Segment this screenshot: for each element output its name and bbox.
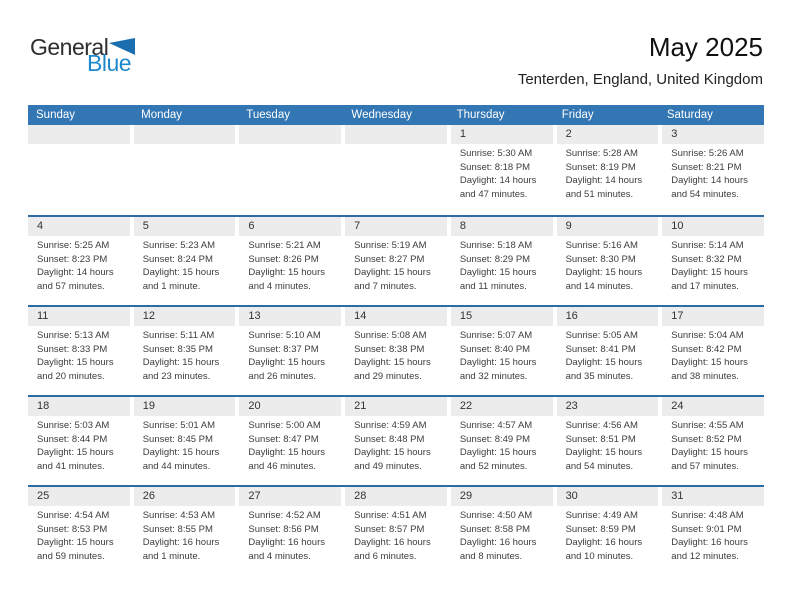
daylight-text-line1: Daylight: 15 hours: [248, 267, 325, 278]
day-number-strip: [662, 307, 764, 326]
title-block: [518, 32, 763, 88]
day-info: [451, 144, 553, 201]
sunrise-text: Sunrise: 5:19 AM: [354, 240, 427, 251]
sunrise-text: Sunrise: 5:01 AM: [142, 420, 216, 431]
day-number: 14: [354, 310, 367, 322]
empty-day-cell: [28, 125, 130, 215]
day-cell-6: [239, 217, 341, 305]
sunset-text: Sunset: 8:21 PM: [671, 161, 742, 173]
sunrise-text: Sunrise: 5:11 AM: [142, 330, 215, 341]
sunrise-text: Sunrise: 5:16 AM: [565, 240, 638, 251]
day-info: [451, 236, 553, 293]
week-row-2: [28, 215, 764, 305]
daylight-text-line1: Daylight: 15 hours: [248, 447, 325, 458]
daylight-text-line2: and 4 minutes.: [248, 280, 311, 292]
day-info: [134, 416, 236, 473]
daylight-text-line1: Daylight: 14 hours: [459, 175, 537, 186]
day-info: [239, 236, 341, 293]
day-info: [662, 326, 764, 383]
daylight-text-line2: and 1 minute.: [142, 550, 201, 562]
day-cell-12: [134, 307, 236, 395]
day-info: [451, 416, 553, 473]
sunrise-text: Sunrise: 4:57 AM: [459, 420, 533, 431]
sunset-text: Sunset: 8:58 PM: [459, 523, 531, 535]
day-cell-16: [557, 307, 659, 395]
day-number: 24: [671, 400, 684, 412]
sunset-text: Sunset: 8:49 PM: [459, 433, 531, 445]
daylight-text-line2: and 32 minutes.: [459, 370, 528, 382]
daylight-text-line2: and 46 minutes.: [248, 460, 317, 472]
sunrise-text: Sunrise: 5:18 AM: [459, 240, 533, 251]
weekday-header-friday: Friday: [561, 109, 594, 121]
sunset-text: Sunset: 8:26 PM: [248, 253, 319, 265]
day-info: [662, 506, 764, 563]
sunrise-text: Sunrise: 5:26 AM: [671, 148, 744, 159]
day-cell-13: [239, 307, 341, 395]
day-number: 2: [565, 128, 572, 140]
day-info: [345, 506, 447, 563]
day-number: 23: [565, 400, 578, 412]
day-cell-30: [557, 487, 659, 575]
day-info: [662, 144, 764, 201]
sunset-text: Sunset: 8:37 PM: [248, 343, 319, 355]
sunrise-text: Sunrise: 4:52 AM: [248, 510, 321, 521]
day-number: 11: [37, 310, 49, 322]
sunrise-text: Sunrise: 5:30 AM: [459, 148, 533, 159]
logo-text-general: General: [30, 34, 109, 60]
empty-day-cell: [134, 125, 236, 215]
sunrise-text: Sunrise: 5:21 AM: [248, 240, 321, 251]
sunrise-text: Sunrise: 4:48 AM: [671, 510, 744, 521]
day-number: 6: [248, 220, 255, 232]
daylight-text-line1: Daylight: 15 hours: [671, 267, 748, 278]
day-info: [28, 506, 130, 563]
daylight-text-line1: Daylight: 15 hours: [37, 357, 114, 368]
day-cell-27: [239, 487, 341, 575]
sunset-text: Sunset: 8:53 PM: [37, 523, 108, 535]
day-info: [28, 326, 130, 383]
weekday-header-monday: Monday: [141, 109, 183, 121]
daylight-text-line2: and 59 minutes.: [37, 550, 105, 562]
day-number-strip: [134, 217, 236, 236]
day-cell-18: [28, 397, 130, 485]
daylight-text-line2: and 12 minutes.: [671, 550, 739, 562]
day-cell-20: [239, 397, 341, 485]
sunset-text: Sunset: 8:24 PM: [142, 253, 213, 265]
sunset-text: Sunset: 8:32 PM: [671, 253, 742, 265]
daylight-text-line2: and 47 minutes.: [459, 188, 528, 200]
day-number-strip: [662, 217, 764, 236]
day-number: 19: [142, 400, 155, 412]
day-number-strip: [451, 307, 553, 326]
sunset-text: Sunset: 8:23 PM: [37, 253, 108, 265]
daylight-text-line2: and 10 minutes.: [565, 550, 634, 562]
daylight-text-line2: and 41 minutes.: [37, 460, 105, 472]
day-number: 4: [37, 220, 44, 232]
daylight-text-line1: Daylight: 16 hours: [565, 537, 643, 548]
day-number: 7: [354, 220, 361, 232]
day-number-strip: [451, 397, 553, 416]
sunset-text: Sunset: 8:42 PM: [671, 343, 742, 355]
week-row-3: [28, 305, 764, 395]
day-cell-25: [28, 487, 130, 575]
sunset-text: Sunset: 8:41 PM: [565, 343, 636, 355]
sunset-text: Sunset: 8:59 PM: [565, 523, 636, 535]
sunset-text: Sunset: 8:47 PM: [248, 433, 319, 445]
day-cell-28: [345, 487, 447, 575]
sunrise-text: Sunrise: 5:14 AM: [671, 240, 744, 251]
sunset-text: Sunset: 9:01 PM: [671, 523, 742, 535]
day-number-strip: [239, 307, 341, 326]
sunset-text: Sunset: 8:30 PM: [565, 253, 636, 265]
daylight-text-line2: and 23 minutes.: [142, 370, 211, 382]
daylight-text-line2: and 26 minutes.: [248, 370, 317, 382]
sunset-text: Sunset: 8:27 PM: [354, 253, 425, 265]
day-cell-9: [557, 217, 659, 305]
sunrise-text: Sunrise: 4:49 AM: [565, 510, 638, 521]
day-number: 10: [671, 220, 684, 232]
day-cell-26: [134, 487, 236, 575]
daylight-text-line2: and 51 minutes.: [565, 188, 634, 200]
daylight-text-line2: and 54 minutes.: [565, 460, 634, 472]
daylight-text-line1: Daylight: 15 hours: [248, 357, 325, 368]
daylight-text-line2: and 14 minutes.: [565, 280, 634, 292]
day-info: [557, 506, 659, 563]
sunset-text: Sunset: 8:35 PM: [142, 343, 213, 355]
day-number-strip: [662, 125, 764, 144]
day-number-strip: [239, 397, 341, 416]
daylight-text-line1: Daylight: 14 hours: [565, 175, 643, 186]
day-number: 5: [142, 220, 149, 232]
daylight-text-line1: Daylight: 16 hours: [459, 537, 537, 548]
day-number-strip: [239, 487, 341, 506]
day-info: [662, 416, 764, 473]
weekday-header-thursday: Thursday: [456, 109, 505, 121]
sunrise-text: Sunrise: 5:03 AM: [37, 420, 110, 431]
daylight-text-line2: and 38 minutes.: [671, 370, 739, 382]
daylight-text-line2: and 57 minutes.: [671, 460, 739, 472]
daylight-text-line1: Daylight: 15 hours: [671, 357, 748, 368]
day-cell-19: [134, 397, 236, 485]
sunrise-text: Sunrise: 4:50 AM: [459, 510, 533, 521]
day-cell-31: [662, 487, 764, 575]
day-cell-21: [345, 397, 447, 485]
day-cell-7: [345, 217, 447, 305]
daylight-text-line1: Daylight: 14 hours: [37, 267, 114, 278]
sunset-text: Sunset: 8:40 PM: [459, 343, 531, 355]
daylight-text-line2: and 11 minutes.: [459, 280, 527, 292]
day-cell-17: [662, 307, 764, 395]
daylight-text-line2: and 6 minutes.: [354, 550, 417, 562]
day-number: 22: [459, 400, 473, 412]
day-number: 29: [459, 490, 473, 502]
week-row-5: [28, 485, 764, 575]
daylight-text-line1: Daylight: 15 hours: [37, 537, 114, 548]
day-info: [28, 236, 130, 293]
daylight-text-line1: Daylight: 15 hours: [142, 357, 220, 368]
daylight-text-line2: and 4 minutes.: [248, 550, 311, 562]
day-info: [239, 416, 341, 473]
week-row-1: [28, 125, 764, 215]
daylight-text-line1: Daylight: 14 hours: [671, 175, 748, 186]
daylight-text-line2: and 20 minutes.: [37, 370, 105, 382]
day-cell-8: [451, 217, 553, 305]
day-info: [345, 326, 447, 383]
day-cell-11: [28, 307, 130, 395]
daylight-text-line1: Daylight: 15 hours: [565, 447, 643, 458]
sunset-text: Sunset: 8:48 PM: [354, 433, 425, 445]
day-number: 20: [248, 400, 261, 412]
daylight-text-line1: Daylight: 16 hours: [354, 537, 431, 548]
day-number-strip: [557, 307, 659, 326]
daylight-text-line2: and 49 minutes.: [354, 460, 422, 472]
sunrise-text: Sunrise: 5:08 AM: [354, 330, 427, 341]
sunset-text: Sunset: 8:33 PM: [37, 343, 108, 355]
daylight-text-line2: and 7 minutes.: [354, 280, 417, 292]
day-number-strip: [345, 217, 447, 236]
day-number: 12: [142, 310, 155, 322]
daylight-text-line2: and 35 minutes.: [565, 370, 634, 382]
location-subtitle: Tenterden, England, United Kingdom: [517, 71, 763, 88]
day-number-strip: [134, 397, 236, 416]
month-title: May 2025: [648, 32, 763, 62]
day-info: [134, 506, 236, 563]
day-number-strip: [28, 487, 130, 506]
daylight-text-line1: Daylight: 15 hours: [459, 267, 537, 278]
empty-day-cell: [239, 125, 341, 215]
day-cell-3: [662, 125, 764, 215]
day-number-strip: [557, 217, 659, 236]
sunrise-text: Sunrise: 5:25 AM: [37, 240, 110, 251]
daylight-text-line1: Daylight: 15 hours: [354, 267, 431, 278]
day-cell-4: [28, 217, 130, 305]
daylight-text-line2: and 17 minutes.: [671, 280, 739, 292]
sunset-text: Sunset: 8:52 PM: [671, 433, 742, 445]
sunset-text: Sunset: 8:18 PM: [459, 161, 531, 173]
day-number-strip: [662, 487, 764, 506]
day-cell-24: [662, 397, 764, 485]
day-number: 9: [565, 220, 572, 232]
sunrise-text: Sunrise: 5:28 AM: [565, 148, 638, 159]
sunset-text: Sunset: 8:45 PM: [142, 433, 213, 445]
empty-day-cell: [345, 125, 447, 215]
day-info: [557, 236, 659, 293]
day-number: 30: [565, 490, 578, 502]
day-number-strip: [239, 217, 341, 236]
day-number-strip: [134, 487, 236, 506]
day-number-strip: [28, 125, 130, 144]
day-number: 25: [37, 490, 50, 502]
sunrise-text: Sunrise: 5:07 AM: [459, 330, 533, 341]
page-header: [0, 0, 792, 105]
day-number-strip: [345, 397, 447, 416]
sunset-text: Sunset: 8:51 PM: [565, 433, 636, 445]
day-number-strip: [345, 307, 447, 326]
day-info: [345, 416, 447, 473]
daylight-text-line2: and 54 minutes.: [671, 188, 739, 200]
daylight-text-line1: Daylight: 15 hours: [37, 447, 114, 458]
day-info: [239, 506, 341, 563]
day-number: 15: [459, 310, 473, 322]
daylight-text-line2: and 52 minutes.: [459, 460, 528, 472]
day-number-strip: [451, 217, 553, 236]
sunset-text: Sunset: 8:44 PM: [37, 433, 108, 445]
weekday-header-row: [28, 105, 764, 125]
day-number: 27: [248, 490, 261, 502]
sunset-text: Sunset: 8:38 PM: [354, 343, 425, 355]
sunset-text: Sunset: 8:57 PM: [354, 523, 425, 535]
day-number: 16: [565, 310, 578, 322]
day-number: 21: [354, 400, 367, 412]
day-number-strip: [28, 217, 130, 236]
daylight-text-line1: Daylight: 15 hours: [142, 267, 220, 278]
daylight-text-line2: and 29 minutes.: [354, 370, 422, 382]
calendar-table: [28, 105, 764, 575]
day-cell-1: [451, 125, 553, 215]
day-cell-23: [557, 397, 659, 485]
daylight-text-line1: Daylight: 16 hours: [671, 537, 748, 548]
sunset-text: Sunset: 8:55 PM: [142, 523, 213, 535]
day-number-strip: [28, 397, 130, 416]
weekday-header-saturday: Saturday: [666, 109, 713, 121]
day-info: [345, 236, 447, 293]
day-cell-5: [134, 217, 236, 305]
day-info: [662, 236, 764, 293]
daylight-text-line2: and 44 minutes.: [142, 460, 211, 472]
daylight-text-line1: Daylight: 15 hours: [565, 267, 643, 278]
sunset-text: Sunset: 8:19 PM: [565, 161, 636, 173]
weekday-header-wednesday: Wednesday: [351, 109, 412, 121]
day-number: 1: [459, 128, 466, 140]
sunrise-text: Sunrise: 5:05 AM: [565, 330, 638, 341]
day-number: 13: [248, 310, 261, 322]
day-cell-29: [451, 487, 553, 575]
day-cell-10: [662, 217, 764, 305]
day-info: [134, 326, 236, 383]
day-number: 18: [37, 400, 50, 412]
daylight-text-line1: Daylight: 15 hours: [354, 357, 431, 368]
day-number: 8: [459, 220, 466, 232]
day-number: 26: [142, 490, 155, 502]
weekday-header-tuesday: Tuesday: [246, 109, 290, 121]
sunset-text: Sunset: 8:56 PM: [248, 523, 319, 535]
general-blue-logo: [30, 36, 135, 75]
daylight-text-line1: Daylight: 15 hours: [142, 447, 220, 458]
weekday-header-sunday: Sunday: [36, 109, 76, 121]
sunrise-text: Sunrise: 4:54 AM: [37, 510, 110, 521]
day-number-strip: [557, 397, 659, 416]
sunrise-text: Sunrise: 4:56 AM: [565, 420, 638, 431]
sunrise-text: Sunrise: 5:10 AM: [248, 330, 321, 341]
day-number-strip: [557, 487, 659, 506]
day-info: [557, 326, 659, 383]
daylight-text-line1: Daylight: 15 hours: [671, 447, 748, 458]
sunrise-text: Sunrise: 4:51 AM: [354, 510, 427, 521]
day-number-strip: [345, 487, 447, 506]
day-info: [239, 326, 341, 383]
day-number-strip: [134, 125, 236, 144]
sunrise-text: Sunrise: 5:23 AM: [142, 240, 216, 251]
day-number: 17: [671, 310, 684, 322]
day-number-strip: [451, 487, 553, 506]
day-info: [451, 326, 553, 383]
daylight-text-line1: Daylight: 15 hours: [459, 447, 537, 458]
day-info: [557, 144, 659, 201]
day-number-strip: [239, 125, 341, 144]
day-number-strip: [134, 307, 236, 326]
daylight-text-line1: Daylight: 15 hours: [565, 357, 643, 368]
sunrise-text: Sunrise: 4:55 AM: [671, 420, 744, 431]
daylight-text-line1: Daylight: 15 hours: [354, 447, 431, 458]
day-cell-2: [557, 125, 659, 215]
day-number: 3: [671, 128, 678, 140]
daylight-text-line2: and 57 minutes.: [37, 280, 105, 292]
logo-text-blue: Blue: [87, 50, 132, 76]
day-number-strip: [345, 125, 447, 144]
day-info: [134, 236, 236, 293]
sunrise-text: Sunrise: 5:00 AM: [248, 420, 321, 431]
daylight-text-line2: and 1 minute.: [142, 280, 201, 292]
sunset-text: Sunset: 8:29 PM: [459, 253, 531, 265]
day-number-strip: [451, 125, 553, 144]
day-number-strip: [557, 125, 659, 144]
daylight-text-line1: Daylight: 16 hours: [142, 537, 220, 548]
daylight-text-line1: Daylight: 16 hours: [248, 537, 325, 548]
day-info: [28, 416, 130, 473]
daylight-text-line1: Daylight: 15 hours: [459, 357, 537, 368]
day-cell-22: [451, 397, 553, 485]
day-number: 31: [671, 490, 684, 502]
week-row-4: [28, 395, 764, 485]
sunrise-text: Sunrise: 5:04 AM: [671, 330, 744, 341]
day-info: [557, 416, 659, 473]
sunrise-text: Sunrise: 4:59 AM: [354, 420, 427, 431]
daylight-text-line2: and 8 minutes.: [459, 550, 523, 562]
day-info: [451, 506, 553, 563]
calendar-weeks: [28, 125, 764, 575]
day-number-strip: [662, 397, 764, 416]
day-number-strip: [28, 307, 130, 326]
day-number: 28: [354, 490, 367, 502]
sunrise-text: Sunrise: 4:53 AM: [142, 510, 216, 521]
day-cell-15: [451, 307, 553, 395]
sunrise-text: Sunrise: 5:13 AM: [37, 330, 110, 341]
day-cell-14: [345, 307, 447, 395]
